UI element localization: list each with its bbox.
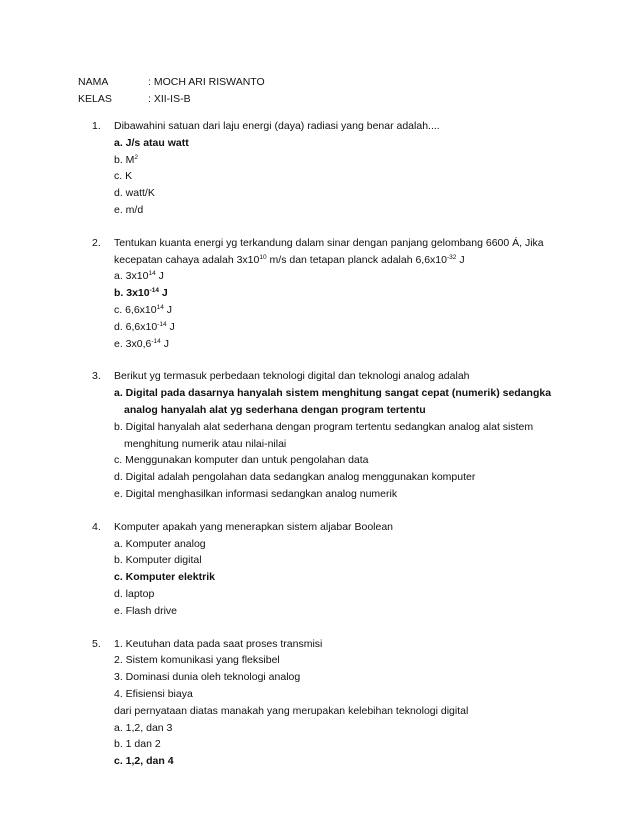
question-list — [92, 118, 572, 770]
exponent: -14 — [151, 337, 161, 345]
option-d: d. laptop — [114, 587, 155, 600]
option-c: c. 1,2, dan 4 — [114, 755, 174, 768]
question-text: Berikut yg termasuk perbedaan teknologi digital dan teknologi analog adalah — [114, 370, 470, 383]
option-text: c. 6,6x10 — [114, 303, 157, 316]
option-c: c. Menggunakan komputer dan untuk pengolahan data — [114, 454, 369, 467]
option-b-line-2: menghitung numerik atau nilai-nilai — [124, 437, 287, 450]
nama-label: NAMA — [78, 76, 109, 88]
text-part: m/s dan tetapan planck adalah 6,6x10 — [266, 253, 447, 266]
question-text-line-2 — [114, 252, 572, 269]
exponent: 10 — [259, 253, 267, 261]
spacer — [92, 352, 572, 368]
question-3 — [92, 368, 572, 502]
option-c — [114, 302, 572, 319]
option-c: c. K — [114, 170, 133, 183]
question-text: Dibawahini satuan dari laju energi (daya) radiasi yang benar adalah.... — [114, 120, 440, 132]
kelas-label: KELAS — [78, 93, 112, 105]
spacer — [92, 620, 572, 636]
option-e: e. m/d — [114, 203, 144, 216]
question-number: 3. — [92, 370, 101, 383]
option-d — [114, 319, 572, 336]
question-text: dari pernyataan diatas manakah yang merupakan kelebihan teknologi digital — [114, 704, 469, 717]
option-c: c. Komputer elektrik — [114, 571, 215, 584]
option-a-line-1: a. Digital pada dasarnya hanyalah sistem menghitung sangat cepat (numerik) sedangka — [114, 387, 552, 400]
exponent: 14 — [156, 303, 164, 311]
spacer — [92, 219, 572, 235]
option-a-line-2: analog hanyalah alat yg sederhana dengan program tertentu — [124, 403, 426, 416]
exponent: 14 — [148, 270, 156, 278]
statement-1: 1. Keutuhan data pada saat proses transmisi — [114, 637, 323, 650]
unit: J — [155, 270, 164, 283]
option-text: e. 3x0,6 — [114, 337, 152, 350]
option-e: e. Flash drive — [114, 604, 178, 617]
option-a: a. Komputer analog — [114, 537, 206, 550]
option-b: b. 1 dan 2 — [114, 738, 161, 751]
kelas-row — [78, 91, 265, 108]
unit: J — [163, 303, 173, 316]
unit: J — [166, 320, 175, 333]
unit: J — [159, 287, 168, 300]
option-a — [114, 268, 572, 285]
question-5 — [92, 636, 572, 770]
question-2 — [92, 235, 572, 353]
option-text: d. 6,6x10 — [114, 320, 158, 333]
question-number: 1. — [92, 120, 101, 132]
question-1 — [92, 118, 572, 219]
nama-row — [78, 74, 265, 91]
option-d: d. watt/K — [114, 187, 155, 200]
unit: J — [160, 337, 169, 350]
option-e — [114, 336, 572, 353]
spacer — [92, 503, 572, 519]
question-number: 5. — [92, 637, 101, 650]
question-4 — [92, 519, 572, 620]
nama-value: : MOCH ARI RISWANTO — [148, 76, 265, 88]
question-number: 4. — [92, 520, 101, 533]
kelas-value: : XII-IS-B — [148, 93, 191, 105]
option-a: a. J/s atau watt — [114, 136, 189, 149]
option-a: a. 1,2, dan 3 — [114, 721, 173, 734]
statement-4: 4. Efisiensi biaya — [114, 687, 193, 700]
option-e: e. Digital menghasilkan informasi sedangkan analog numerik — [114, 487, 398, 500]
option-d: d. Digital adalah pengolahan data sedangkan analog menggunakan komputer — [114, 471, 476, 484]
statement-3: 3. Dominasi dunia oleh teknologi analog — [114, 671, 301, 684]
option-b — [114, 285, 572, 302]
question-text: Komputer apakah yang menerapkan sistem aljabar Boolean — [114, 520, 394, 533]
exponent: -14 — [157, 320, 167, 328]
question-number: 2. — [92, 236, 101, 249]
option-text: a. 3x10 — [114, 270, 149, 283]
statement-2: 2. Sistem komunikasi yang fleksibel — [114, 654, 280, 667]
text-part: kecepatan cahaya adalah 3x10 — [114, 253, 260, 266]
option-b-text: b. M — [114, 153, 135, 166]
option-text: b. 3x10 — [114, 287, 150, 300]
exponent: -14 — [149, 287, 160, 295]
exponent: -32 — [447, 253, 457, 261]
student-header — [78, 74, 265, 108]
text-part: J — [456, 253, 465, 266]
option-b-line-1: b. Digital hanyalah alat sederhana dengan program tertentu sedangkan analog alat sistem — [114, 420, 534, 433]
question-text-line-1: Tentukan kuanta energi yg terkandung dalam sinar dengan panjang gelombang 6600 Á, Jika — [114, 236, 544, 249]
option-b-exponent: 2 — [134, 153, 139, 161]
option-b: b. Komputer digital — [114, 554, 202, 567]
option-b — [114, 152, 572, 169]
